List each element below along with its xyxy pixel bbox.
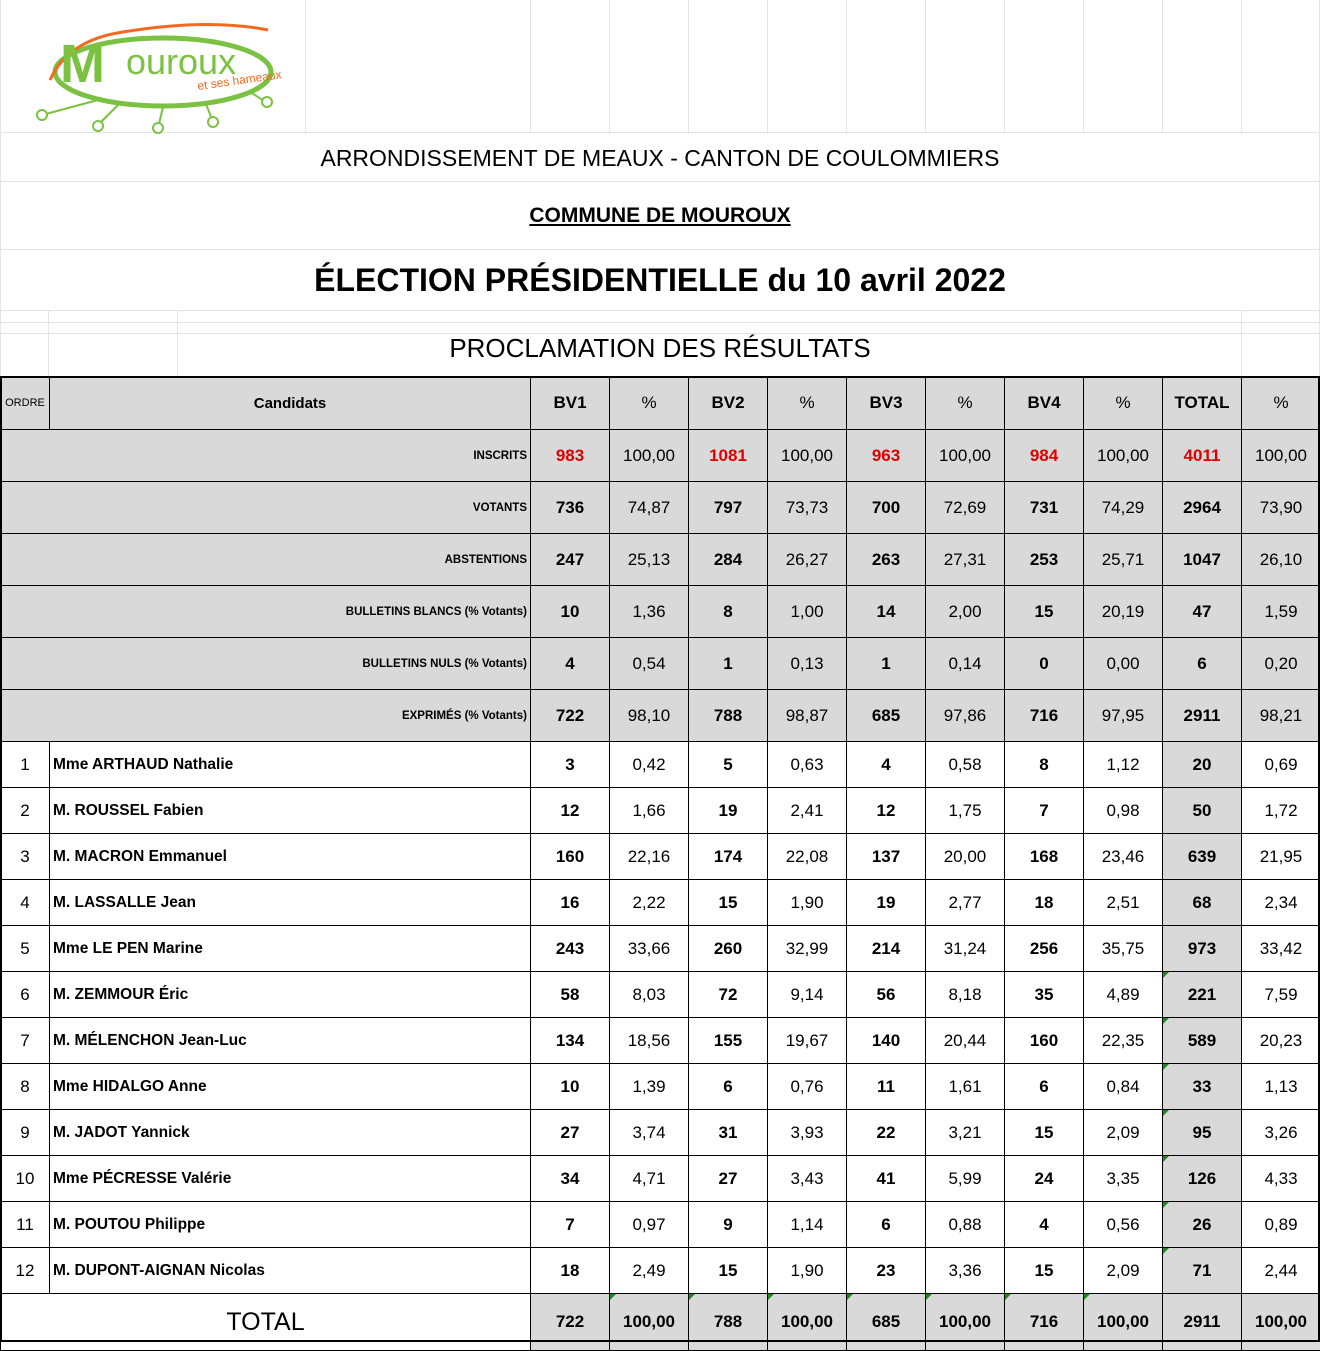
count-cell: 8: [689, 586, 768, 638]
arrondissement-heading: ARRONDISSEMENT DE MEAUX - CANTON DE COULOMMIERS: [0, 143, 1320, 173]
ordre-cell: 12: [1, 1248, 50, 1294]
count-cell: 18: [1005, 880, 1084, 926]
percent-cell: 33,42: [1242, 926, 1320, 972]
percent-cell: 100,00: [768, 430, 847, 482]
count-cell: 155: [689, 1018, 768, 1064]
total-count-cell: 2911: [1163, 1294, 1242, 1351]
table-row: [1, 880, 1320, 926]
total-percent-cell: 100,00: [1242, 1294, 1320, 1351]
count-cell: 247: [531, 534, 610, 586]
percent-cell: 100,00: [1084, 430, 1163, 482]
count-cell: 984: [1005, 430, 1084, 482]
total-label: TOTAL: [1, 1294, 531, 1351]
table-row: [1, 1202, 1320, 1248]
count-cell: 2964: [1163, 482, 1242, 534]
count-cell: 260: [689, 926, 768, 972]
percent-cell: 2,49: [610, 1248, 689, 1294]
count-cell: 14: [847, 586, 926, 638]
percent-cell: 23,46: [1084, 834, 1163, 880]
count-cell: 589: [1163, 1018, 1242, 1064]
percent-cell: 1,39: [610, 1064, 689, 1110]
candidate-name: M. MACRON Emmanuel: [50, 834, 531, 880]
percent-cell: 1,14: [768, 1202, 847, 1248]
count-cell: 256: [1005, 926, 1084, 972]
count-cell: 68: [1163, 880, 1242, 926]
percent-cell: 0,54: [610, 638, 689, 690]
percent-cell: 25,71: [1084, 534, 1163, 586]
count-cell: 56: [847, 972, 926, 1018]
percent-cell: 0,63: [768, 742, 847, 788]
count-cell: 34: [531, 1156, 610, 1202]
count-cell: 4: [1005, 1202, 1084, 1248]
percent-cell: 0,42: [610, 742, 689, 788]
count-cell: 4: [847, 742, 926, 788]
count-cell: 126: [1163, 1156, 1242, 1202]
count-cell: 12: [847, 788, 926, 834]
col-header-bv1: BV1: [531, 377, 610, 430]
percent-cell: 31,24: [926, 926, 1005, 972]
total-percent-cell: 100,00: [926, 1294, 1005, 1351]
percent-cell: 1,90: [768, 880, 847, 926]
percent-cell: 20,19: [1084, 586, 1163, 638]
count-cell: 22: [847, 1110, 926, 1156]
count-cell: 26: [1163, 1202, 1242, 1248]
candidate-name: Mme ARTHAUD Nathalie: [50, 742, 531, 788]
percent-cell: 26,10: [1242, 534, 1320, 586]
percent-cell: 35,75: [1084, 926, 1163, 972]
count-cell: 736: [531, 482, 610, 534]
count-cell: 1081: [689, 430, 768, 482]
table-row: [1, 1248, 1320, 1294]
count-cell: 1: [847, 638, 926, 690]
count-cell: 72: [689, 972, 768, 1018]
table-row: [1, 1110, 1320, 1156]
total-count-cell: 722: [531, 1294, 610, 1351]
count-cell: 19: [689, 788, 768, 834]
total-percent-cell: 100,00: [610, 1294, 689, 1351]
count-cell: 15: [1005, 1248, 1084, 1294]
count-cell: 10: [531, 1064, 610, 1110]
count-cell: 973: [1163, 926, 1242, 972]
percent-cell: 25,13: [610, 534, 689, 586]
stat-label: VOTANTS: [1, 482, 531, 534]
logo-name: ouroux: [126, 41, 236, 82]
stat-label: INSCRITS: [1, 430, 531, 482]
count-cell: 18: [531, 1248, 610, 1294]
candidate-name: M. MÉLENCHON Jean-Luc: [50, 1018, 531, 1064]
count-cell: 27: [531, 1110, 610, 1156]
count-cell: 263: [847, 534, 926, 586]
stat-label: BULLETINS BLANCS (% Votants): [1, 586, 531, 638]
total-count-cell: 716: [1005, 1294, 1084, 1351]
election-title: ÉLECTION PRÉSIDENTIELLE du 10 avril 2022: [0, 259, 1320, 301]
percent-cell: 98,21: [1242, 690, 1320, 742]
candidate-name: M. LASSALLE Jean: [50, 880, 531, 926]
percent-cell: 1,36: [610, 586, 689, 638]
ordre-cell: 11: [1, 1202, 50, 1248]
count-cell: 4: [531, 638, 610, 690]
stat-row: [1, 482, 1320, 534]
count-cell: 788: [689, 690, 768, 742]
table-row: [1, 788, 1320, 834]
candidate-name: M. ZEMMOUR Éric: [50, 972, 531, 1018]
percent-cell: 100,00: [1242, 430, 1320, 482]
candidate-name: Mme PÉCRESSE Valérie: [50, 1156, 531, 1202]
percent-cell: 22,16: [610, 834, 689, 880]
percent-cell: 72,69: [926, 482, 1005, 534]
mouroux-logo: [28, 10, 313, 135]
count-cell: 33: [1163, 1064, 1242, 1110]
percent-cell: 32,99: [768, 926, 847, 972]
count-cell: 6: [847, 1202, 926, 1248]
count-cell: 0: [1005, 638, 1084, 690]
count-cell: 174: [689, 834, 768, 880]
stat-row: [1, 638, 1320, 690]
candidate-name: M. DUPONT-AIGNAN Nicolas: [50, 1248, 531, 1294]
percent-cell: 98,10: [610, 690, 689, 742]
percent-cell: 3,43: [768, 1156, 847, 1202]
percent-cell: 1,59: [1242, 586, 1320, 638]
col-header-pct: %: [768, 377, 847, 430]
candidate-name: M. ROUSSEL Fabien: [50, 788, 531, 834]
table-row: [1, 926, 1320, 972]
count-cell: 7: [531, 1202, 610, 1248]
percent-cell: 4,33: [1242, 1156, 1320, 1202]
col-header-total: TOTAL: [1163, 377, 1242, 430]
percent-cell: 8,03: [610, 972, 689, 1018]
percent-cell: 1,66: [610, 788, 689, 834]
percent-cell: 0,84: [1084, 1064, 1163, 1110]
percent-cell: 18,56: [610, 1018, 689, 1064]
col-header-bv2: BV2: [689, 377, 768, 430]
count-cell: 983: [531, 430, 610, 482]
col-header-pct: %: [926, 377, 1005, 430]
count-cell: 15: [1005, 1110, 1084, 1156]
stat-row: [1, 534, 1320, 586]
percent-cell: 2,34: [1242, 880, 1320, 926]
count-cell: 963: [847, 430, 926, 482]
count-cell: 160: [1005, 1018, 1084, 1064]
ordre-cell: 1: [1, 742, 50, 788]
svg-text:M: M: [60, 34, 105, 94]
percent-cell: 8,18: [926, 972, 1005, 1018]
percent-cell: 0,88: [926, 1202, 1005, 1248]
percent-cell: 33,66: [610, 926, 689, 972]
col-header-pct: %: [610, 377, 689, 430]
count-cell: 19: [847, 880, 926, 926]
total-count-cell: 788: [689, 1294, 768, 1351]
ordre-cell: 4: [1, 880, 50, 926]
count-cell: 221: [1163, 972, 1242, 1018]
percent-cell: 20,44: [926, 1018, 1005, 1064]
percent-cell: 9,14: [768, 972, 847, 1018]
ordre-cell: 5: [1, 926, 50, 972]
percent-cell: 22,08: [768, 834, 847, 880]
percent-cell: 100,00: [610, 430, 689, 482]
percent-cell: 0,76: [768, 1064, 847, 1110]
count-cell: 5: [689, 742, 768, 788]
percent-cell: 1,90: [768, 1248, 847, 1294]
percent-cell: 5,99: [926, 1156, 1005, 1202]
candidate-name: M. POUTOU Philippe: [50, 1202, 531, 1248]
count-cell: 700: [847, 482, 926, 534]
count-cell: 284: [689, 534, 768, 586]
table-row: [1, 1064, 1320, 1110]
percent-cell: 97,86: [926, 690, 1005, 742]
count-cell: 214: [847, 926, 926, 972]
stat-row: [1, 586, 1320, 638]
percent-cell: 0,97: [610, 1202, 689, 1248]
col-header-ordre: ORDRE: [1, 377, 50, 430]
count-cell: 134: [531, 1018, 610, 1064]
percent-cell: 20,00: [926, 834, 1005, 880]
table-row: [1, 742, 1320, 788]
percent-cell: 2,09: [1084, 1110, 1163, 1156]
table-row: [1, 1018, 1320, 1064]
percent-cell: 0,89: [1242, 1202, 1320, 1248]
count-cell: 9: [689, 1202, 768, 1248]
count-cell: 31: [689, 1110, 768, 1156]
percent-cell: 0,58: [926, 742, 1005, 788]
count-cell: 243: [531, 926, 610, 972]
count-cell: 253: [1005, 534, 1084, 586]
table-header-row: [1, 377, 1320, 430]
count-cell: 20: [1163, 742, 1242, 788]
count-cell: 8: [1005, 742, 1084, 788]
percent-cell: 0,00: [1084, 638, 1163, 690]
col-header-pct: %: [1242, 377, 1320, 430]
count-cell: 15: [689, 880, 768, 926]
count-cell: 1: [689, 638, 768, 690]
col-header-pct: %: [1084, 377, 1163, 430]
percent-cell: 3,26: [1242, 1110, 1320, 1156]
percent-cell: 3,35: [1084, 1156, 1163, 1202]
count-cell: 685: [847, 690, 926, 742]
percent-cell: 0,14: [926, 638, 1005, 690]
percent-cell: 4,89: [1084, 972, 1163, 1018]
table-row: [1, 1156, 1320, 1202]
percent-cell: 3,93: [768, 1110, 847, 1156]
count-cell: 6: [1163, 638, 1242, 690]
logo-tagline: et ses hameaux: [196, 67, 282, 93]
count-cell: 7: [1005, 788, 1084, 834]
count-cell: 4011: [1163, 430, 1242, 482]
count-cell: 1047: [1163, 534, 1242, 586]
percent-cell: 1,00: [768, 586, 847, 638]
table-row: [1, 972, 1320, 1018]
results-table: [0, 376, 1320, 1351]
count-cell: 731: [1005, 482, 1084, 534]
proclamation-heading: PROCLAMATION DES RÉSULTATS: [0, 332, 1320, 364]
percent-cell: 21,95: [1242, 834, 1320, 880]
percent-cell: 74,87: [610, 482, 689, 534]
stat-row: [1, 690, 1320, 742]
percent-cell: 26,27: [768, 534, 847, 586]
count-cell: 2911: [1163, 690, 1242, 742]
percent-cell: 2,41: [768, 788, 847, 834]
count-cell: 716: [1005, 690, 1084, 742]
total-percent-cell: 100,00: [1084, 1294, 1163, 1351]
count-cell: 24: [1005, 1156, 1084, 1202]
count-cell: 58: [531, 972, 610, 1018]
percent-cell: 0,69: [1242, 742, 1320, 788]
percent-cell: 0,13: [768, 638, 847, 690]
count-cell: 27: [689, 1156, 768, 1202]
count-cell: 41: [847, 1156, 926, 1202]
percent-cell: 3,36: [926, 1248, 1005, 1294]
count-cell: 50: [1163, 788, 1242, 834]
percent-cell: 2,09: [1084, 1248, 1163, 1294]
count-cell: 71: [1163, 1248, 1242, 1294]
total-percent-cell: 100,00: [768, 1294, 847, 1351]
count-cell: 6: [689, 1064, 768, 1110]
ordre-cell: 2: [1, 788, 50, 834]
count-cell: 137: [847, 834, 926, 880]
total-count-cell: 685: [847, 1294, 926, 1351]
count-cell: 168: [1005, 834, 1084, 880]
ordre-cell: 10: [1, 1156, 50, 1202]
ordre-cell: 8: [1, 1064, 50, 1110]
candidate-name: Mme HIDALGO Anne: [50, 1064, 531, 1110]
percent-cell: 97,95: [1084, 690, 1163, 742]
count-cell: 23: [847, 1248, 926, 1294]
percent-cell: 0,56: [1084, 1202, 1163, 1248]
percent-cell: 74,29: [1084, 482, 1163, 534]
percent-cell: 98,87: [768, 690, 847, 742]
percent-cell: 27,31: [926, 534, 1005, 586]
percent-cell: 1,75: [926, 788, 1005, 834]
total-row: [1, 1294, 1320, 1351]
count-cell: 11: [847, 1064, 926, 1110]
candidate-name: Mme LE PEN Marine: [50, 926, 531, 972]
ordre-cell: 9: [1, 1110, 50, 1156]
count-cell: 6: [1005, 1064, 1084, 1110]
col-header-candidats: Candidats: [50, 377, 531, 430]
count-cell: 16: [531, 880, 610, 926]
stat-label: ABSTENTIONS: [1, 534, 531, 586]
percent-cell: 7,59: [1242, 972, 1320, 1018]
count-cell: 160: [531, 834, 610, 880]
count-cell: 15: [1005, 586, 1084, 638]
percent-cell: 2,00: [926, 586, 1005, 638]
percent-cell: 2,77: [926, 880, 1005, 926]
stat-row: [1, 430, 1320, 482]
percent-cell: 73,90: [1242, 482, 1320, 534]
percent-cell: 2,51: [1084, 880, 1163, 926]
percent-cell: 0,98: [1084, 788, 1163, 834]
count-cell: 639: [1163, 834, 1242, 880]
percent-cell: 100,00: [926, 430, 1005, 482]
commune-heading: COMMUNE DE MOUROUX: [0, 201, 1320, 231]
count-cell: 10: [531, 586, 610, 638]
ordre-cell: 7: [1, 1018, 50, 1064]
percent-cell: 20,23: [1242, 1018, 1320, 1064]
percent-cell: 1,61: [926, 1064, 1005, 1110]
count-cell: 95: [1163, 1110, 1242, 1156]
candidate-name: M. JADOT Yannick: [50, 1110, 531, 1156]
count-cell: 12: [531, 788, 610, 834]
percent-cell: 3,74: [610, 1110, 689, 1156]
percent-cell: 1,12: [1084, 742, 1163, 788]
stat-label: EXPRIMÉS (% Votants): [1, 690, 531, 742]
col-header-bv3: BV3: [847, 377, 926, 430]
count-cell: 140: [847, 1018, 926, 1064]
percent-cell: 1,13: [1242, 1064, 1320, 1110]
count-cell: 35: [1005, 972, 1084, 1018]
count-cell: 15: [689, 1248, 768, 1294]
percent-cell: 3,21: [926, 1110, 1005, 1156]
percent-cell: 0,20: [1242, 638, 1320, 690]
percent-cell: 22,35: [1084, 1018, 1163, 1064]
count-cell: 47: [1163, 586, 1242, 638]
stat-label: BULLETINS NULS (% Votants): [1, 638, 531, 690]
percent-cell: 73,73: [768, 482, 847, 534]
count-cell: 797: [689, 482, 768, 534]
percent-cell: 4,71: [610, 1156, 689, 1202]
col-header-bv4: BV4: [1005, 377, 1084, 430]
table-row: [1, 834, 1320, 880]
percent-cell: 2,44: [1242, 1248, 1320, 1294]
count-cell: 722: [531, 690, 610, 742]
percent-cell: 19,67: [768, 1018, 847, 1064]
count-cell: 3: [531, 742, 610, 788]
ordre-cell: 3: [1, 834, 50, 880]
percent-cell: 1,72: [1242, 788, 1320, 834]
ordre-cell: 6: [1, 972, 50, 1018]
percent-cell: 2,22: [610, 880, 689, 926]
